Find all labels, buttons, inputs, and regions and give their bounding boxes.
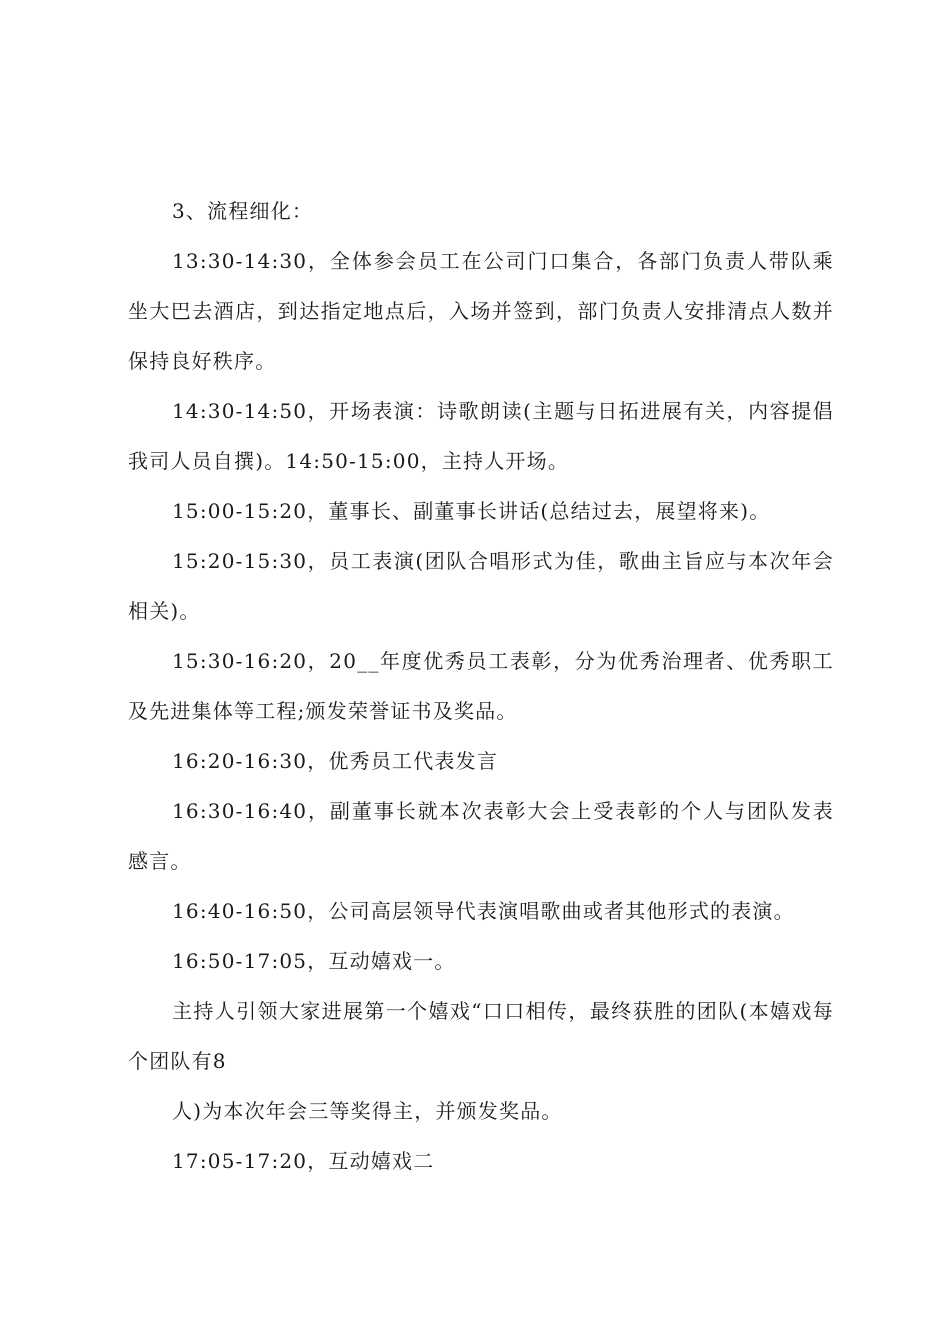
body-paragraph: 人)为本次年会三等奖得主，并颁发奖品。 — [172, 1099, 563, 1123]
schedule-paragraph: 15:20-15:30，员工表演(团队合唱形式为佳，歌曲主旨应与本次年会相关)。 — [128, 549, 834, 623]
schedule-paragraph: 16:30-16:40，副董事长就本次表彰大会上受表彰的个人与团队发表感言。 — [128, 799, 834, 873]
body-paragraph: 主持人引领大家进展第一个嬉戏“口口相传，最终获胜的团队(本嬉戏每个团队有8 — [128, 999, 834, 1073]
schedule-paragraph: 13:30-14:30，全体参会员工在公司门口集合，各部门负责人带队乘坐大巴去酒店，到达指定地点后，入场并签到，部门负责人安排清点人数并保持良好秩序。 — [128, 249, 834, 373]
document-body — [128, 186, 834, 1186]
schedule-paragraph: 16:50-17:05，互动嬉戏一。 — [172, 949, 456, 973]
schedule-paragraph: 16:20-16:30，优秀员工代表发言 — [172, 749, 499, 773]
schedule-paragraph: 14:30-14:50，开场表演：诗歌朗读(主题与日拓进展有关，内容提倡我司人员自撰)。14:50-15:00，主持人开场。 — [128, 399, 834, 473]
schedule-paragraph: 16:40-16:50，公司高层领导代表演唱歌曲或者其他形式的表演。 — [172, 899, 795, 923]
section-heading: 3、流程细化： — [172, 199, 314, 223]
schedule-paragraph: 15:30-16:20，20__年度优秀员工表彰，分为优秀治理者、优秀职工及先进集体等工程;颁发荣誉证书及奖品。 — [128, 649, 834, 723]
schedule-paragraph: 17:05-17:20，互动嬉戏二 — [172, 1149, 435, 1173]
schedule-paragraph: 15:00-15:20，董事长、副董事长讲话(总结过去，展望将来)。 — [172, 499, 771, 523]
